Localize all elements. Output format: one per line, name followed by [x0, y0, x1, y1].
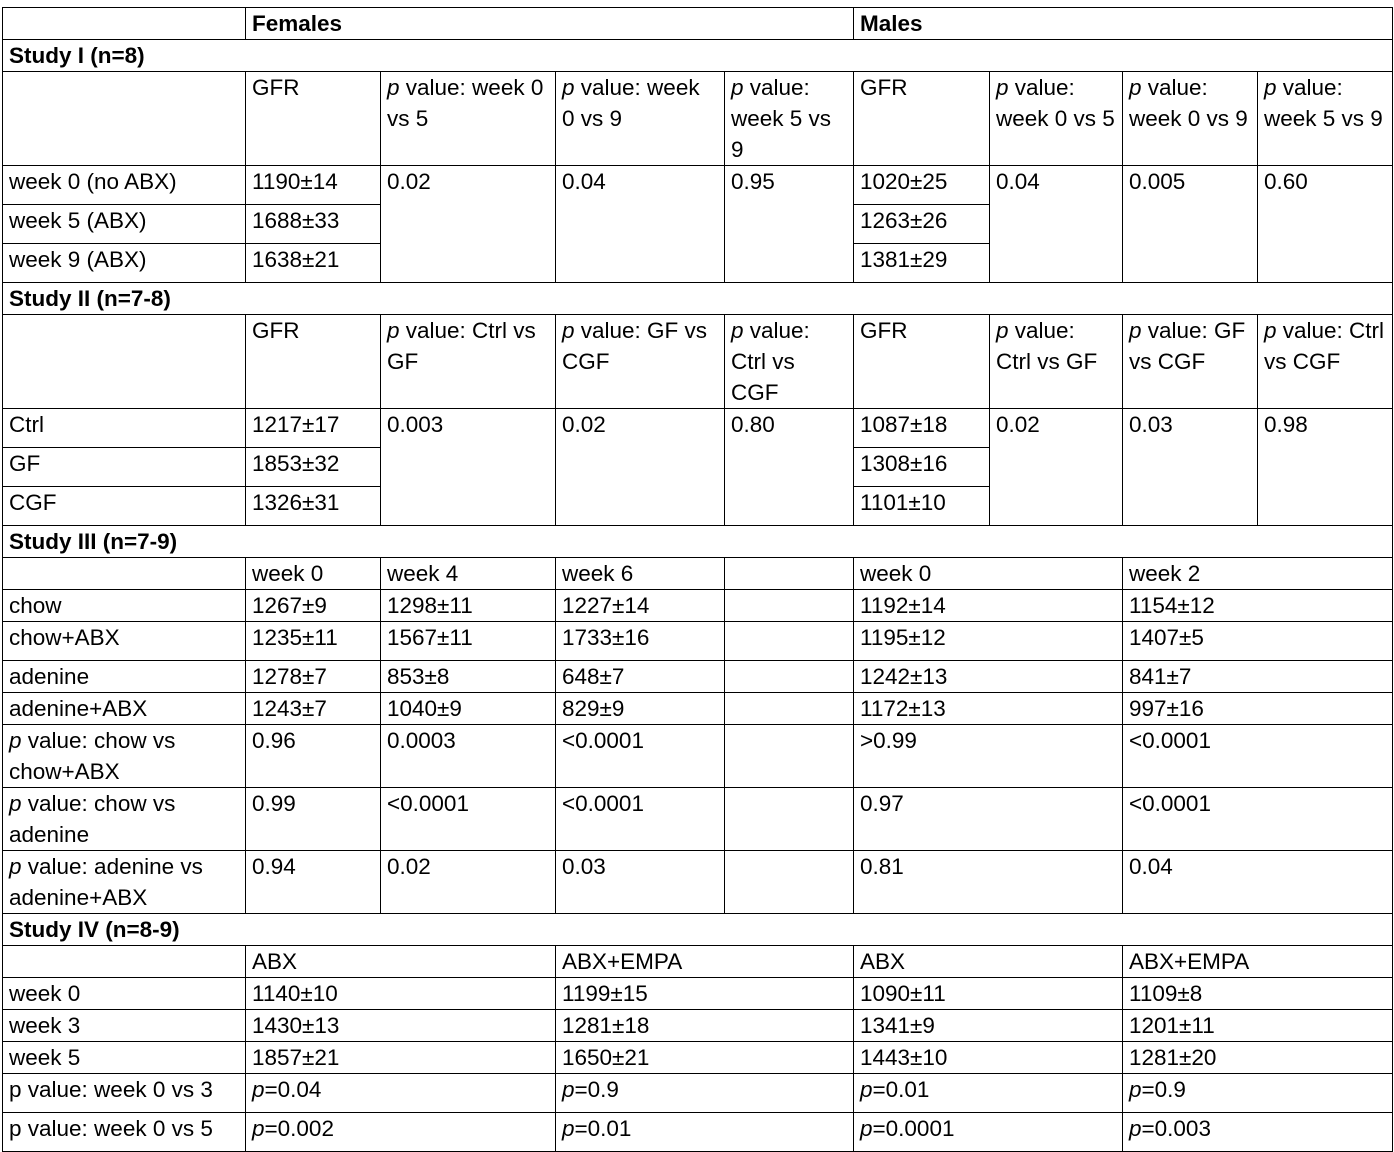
cell-p-value: p=0.9	[556, 1074, 854, 1113]
cell-value: 1298±11	[381, 590, 556, 622]
row-label: p value: chow vs chow+ABX	[3, 725, 246, 788]
study3-title: Study III (n=7-9)	[3, 526, 1393, 558]
cell-p-value: <0.0001	[1123, 788, 1393, 851]
study3-m2-header: week 2	[1123, 558, 1393, 590]
study3-colheader-blank	[3, 558, 246, 590]
cell-value: 1242±13	[854, 661, 1123, 693]
row-label: p value: chow vs adenine	[3, 788, 246, 851]
cell-value: 1192±14	[854, 590, 1123, 622]
cell-p-value: p=0.01	[854, 1074, 1123, 1113]
cell-p-value: >0.99	[854, 725, 1123, 788]
cell-p-value: 0.04	[990, 166, 1123, 283]
table-row	[3, 590, 1393, 622]
study1-title: Study I (n=8)	[3, 40, 1393, 72]
cell-p-value: p=0.01	[556, 1113, 854, 1152]
table-row	[3, 622, 1393, 661]
study1-m-p2-header: p value: week 0 vs 9	[1123, 72, 1258, 166]
table-row	[3, 1113, 1393, 1152]
study4-m1-header: ABX	[854, 946, 1123, 978]
table-row	[3, 1010, 1393, 1042]
cell-p-value: 0.02	[990, 409, 1123, 526]
study4-title-row	[3, 914, 1393, 946]
row-label: week 0	[3, 978, 246, 1010]
row-label: week 5	[3, 1042, 246, 1074]
cell-p-value: 0.97	[854, 788, 1123, 851]
cell-p-value: p=0.003	[1123, 1113, 1393, 1152]
cell-p-value: p=0.9	[1123, 1074, 1393, 1113]
table-row	[3, 1042, 1393, 1074]
cell-p-value: 0.99	[246, 788, 381, 851]
cell-p-value: p=0.0001	[854, 1113, 1123, 1152]
cell-p-value: <0.0001	[381, 788, 556, 851]
cell-value: 1190±14	[246, 166, 381, 205]
study4-m2-header: ABX+EMPA	[1123, 946, 1393, 978]
table-row	[3, 788, 1393, 851]
cell-value: 1020±25	[854, 166, 990, 205]
cell-p-value: 0.98	[1258, 409, 1393, 526]
study2-m-gfr-header: GFR	[854, 315, 990, 409]
cell-p-value: 0.95	[725, 166, 854, 283]
females-header: Females	[246, 8, 854, 40]
study4-f1-header: ABX	[246, 946, 556, 978]
cell-value: 1172±13	[854, 693, 1123, 725]
cell-value: 1263±26	[854, 205, 990, 244]
study1-colheader-blank	[3, 72, 246, 166]
cell-value: 1857±21	[246, 1042, 556, 1074]
cell-value: 1101±10	[854, 487, 990, 526]
study1-f-p3-header: p value: week 5 vs 9	[725, 72, 854, 166]
study3-m1-header: week 0	[854, 558, 1123, 590]
cell-p-value: <0.0001	[556, 725, 725, 788]
cell-value: 1243±7	[246, 693, 381, 725]
cell-value: 1195±12	[854, 622, 1123, 661]
cell-value: 1087±18	[854, 409, 990, 448]
cell-value: 1235±11	[246, 622, 381, 661]
study4-colheader-blank	[3, 946, 246, 978]
cell-value: 1650±21	[556, 1042, 854, 1074]
cell-p-value: 0.0003	[381, 725, 556, 788]
study2-f-p2-header: p value: GF vs CGF	[556, 315, 725, 409]
row-label: week 9 (ABX)	[3, 244, 246, 283]
cell-empty	[725, 788, 854, 851]
cell-value: 1733±16	[556, 622, 725, 661]
study1-m-p1-header: p value: week 0 vs 5	[990, 72, 1123, 166]
study2-m-p1-header: p value: Ctrl vs GF	[990, 315, 1123, 409]
study2-m-p2-header: p value: GF vs CGF	[1123, 315, 1258, 409]
cell-value: 1853±32	[246, 448, 381, 487]
cell-value: 1567±11	[381, 622, 556, 661]
cell-p-value: 0.04	[1123, 851, 1393, 914]
cell-value: 1341±9	[854, 1010, 1123, 1042]
cell-value: 1281±20	[1123, 1042, 1393, 1074]
study4-colheader-row	[3, 946, 1393, 978]
study1-f-p2-header: p value: week 0 vs 9	[556, 72, 725, 166]
cell-empty	[725, 851, 854, 914]
row-label: adenine	[3, 661, 246, 693]
cell-p-value: 0.02	[381, 166, 556, 283]
study3-empty	[725, 558, 854, 590]
cell-value: 841±7	[1123, 661, 1393, 693]
table-row	[3, 851, 1393, 914]
study2-f-p1-header: p value: Ctrl vs GF	[381, 315, 556, 409]
row-label: Ctrl	[3, 409, 246, 448]
table-row	[3, 1074, 1393, 1113]
study2-f-gfr-header: GFR	[246, 315, 381, 409]
row-label: week 3	[3, 1010, 246, 1042]
cell-value: 1688±33	[246, 205, 381, 244]
row-label: CGF	[3, 487, 246, 526]
row-label: p value: week 0 vs 5	[3, 1113, 246, 1152]
row-label: chow+ABX	[3, 622, 246, 661]
study2-title-row	[3, 283, 1393, 315]
cell-value: 1278±7	[246, 661, 381, 693]
header-blank	[3, 8, 246, 40]
study3-colheader-row	[3, 558, 1393, 590]
cell-p-value: p=0.002	[246, 1113, 556, 1152]
cell-value: 1430±13	[246, 1010, 556, 1042]
study2-m-p3-header: p value: Ctrl vs CGF	[1258, 315, 1393, 409]
cell-value: 1217±17	[246, 409, 381, 448]
cell-value: 1040±9	[381, 693, 556, 725]
cell-value: 829±9	[556, 693, 725, 725]
cell-value: 1407±5	[1123, 622, 1393, 661]
cell-empty	[725, 693, 854, 725]
cell-value: 1308±16	[854, 448, 990, 487]
study1-f-gfr-header: GFR	[246, 72, 381, 166]
cell-p-value: 0.60	[1258, 166, 1393, 283]
cell-p-value: 0.03	[1123, 409, 1258, 526]
study3-f2-header: week 4	[381, 558, 556, 590]
males-header: Males	[854, 8, 1393, 40]
cell-value: 1109±8	[1123, 978, 1393, 1010]
cell-empty	[725, 725, 854, 788]
cell-value: 1638±21	[246, 244, 381, 283]
table-row	[3, 661, 1393, 693]
row-label: p value: week 0 vs 3	[3, 1074, 246, 1113]
study1-title-row	[3, 40, 1393, 72]
study4-title: Study IV (n=8-9)	[3, 914, 1393, 946]
cell-value: 1140±10	[246, 978, 556, 1010]
cell-p-value: 0.94	[246, 851, 381, 914]
study3-f1-header: week 0	[246, 558, 381, 590]
cell-value: 997±16	[1123, 693, 1393, 725]
cell-p-value: <0.0001	[556, 788, 725, 851]
cell-empty	[725, 622, 854, 661]
cell-value: 1227±14	[556, 590, 725, 622]
cell-empty	[725, 590, 854, 622]
cell-p-value: 0.02	[556, 409, 725, 526]
row-label: chow	[3, 590, 246, 622]
cell-p-value: 0.005	[1123, 166, 1258, 283]
cell-p-value: 0.80	[725, 409, 854, 526]
table-row	[3, 409, 1393, 448]
study2-title: Study II (n=7-8)	[3, 283, 1393, 315]
cell-p-value: 0.04	[556, 166, 725, 283]
cell-value: 1281±18	[556, 1010, 854, 1042]
cell-value: 1201±11	[1123, 1010, 1393, 1042]
study2-colheader-blank	[3, 315, 246, 409]
table-row	[3, 978, 1393, 1010]
cell-value: 853±8	[381, 661, 556, 693]
table-row	[3, 693, 1393, 725]
header-row	[3, 8, 1393, 40]
study2-colheader-row	[3, 315, 1393, 409]
cell-p-value: 0.003	[381, 409, 556, 526]
study3-title-row	[3, 526, 1393, 558]
row-label: GF	[3, 448, 246, 487]
cell-p-value: p=0.04	[246, 1074, 556, 1113]
cell-p-value: <0.0001	[1123, 725, 1393, 788]
cell-p-value: 0.81	[854, 851, 1123, 914]
cell-value: 648±7	[556, 661, 725, 693]
cell-p-value: 0.96	[246, 725, 381, 788]
study1-m-p3-header: p value: week 5 vs 9	[1258, 72, 1393, 166]
row-label: week 0 (no ABX)	[3, 166, 246, 205]
row-label: p value: adenine vs adenine+ABX	[3, 851, 246, 914]
study1-f-p1-header: p value: week 0 vs 5	[381, 72, 556, 166]
row-label: adenine+ABX	[3, 693, 246, 725]
study1-colheader-row	[3, 72, 1393, 166]
cell-p-value: 0.02	[381, 851, 556, 914]
cell-value: 1154±12	[1123, 590, 1393, 622]
cell-empty	[725, 661, 854, 693]
study1-m-gfr-header: GFR	[854, 72, 990, 166]
cell-value: 1381±29	[854, 244, 990, 283]
cell-p-value: 0.03	[556, 851, 725, 914]
cell-value: 1090±11	[854, 978, 1123, 1010]
cell-value: 1267±9	[246, 590, 381, 622]
cell-value: 1199±15	[556, 978, 854, 1010]
cell-value: 1326±31	[246, 487, 381, 526]
table-row	[3, 166, 1393, 205]
gfr-table	[2, 7, 1393, 1152]
row-label: week 5 (ABX)	[3, 205, 246, 244]
cell-value: 1443±10	[854, 1042, 1123, 1074]
study3-f3-header: week 6	[556, 558, 725, 590]
study2-f-p3-header: p value: Ctrl vs CGF	[725, 315, 854, 409]
study4-f2-header: ABX+EMPA	[556, 946, 854, 978]
table-row	[3, 725, 1393, 788]
